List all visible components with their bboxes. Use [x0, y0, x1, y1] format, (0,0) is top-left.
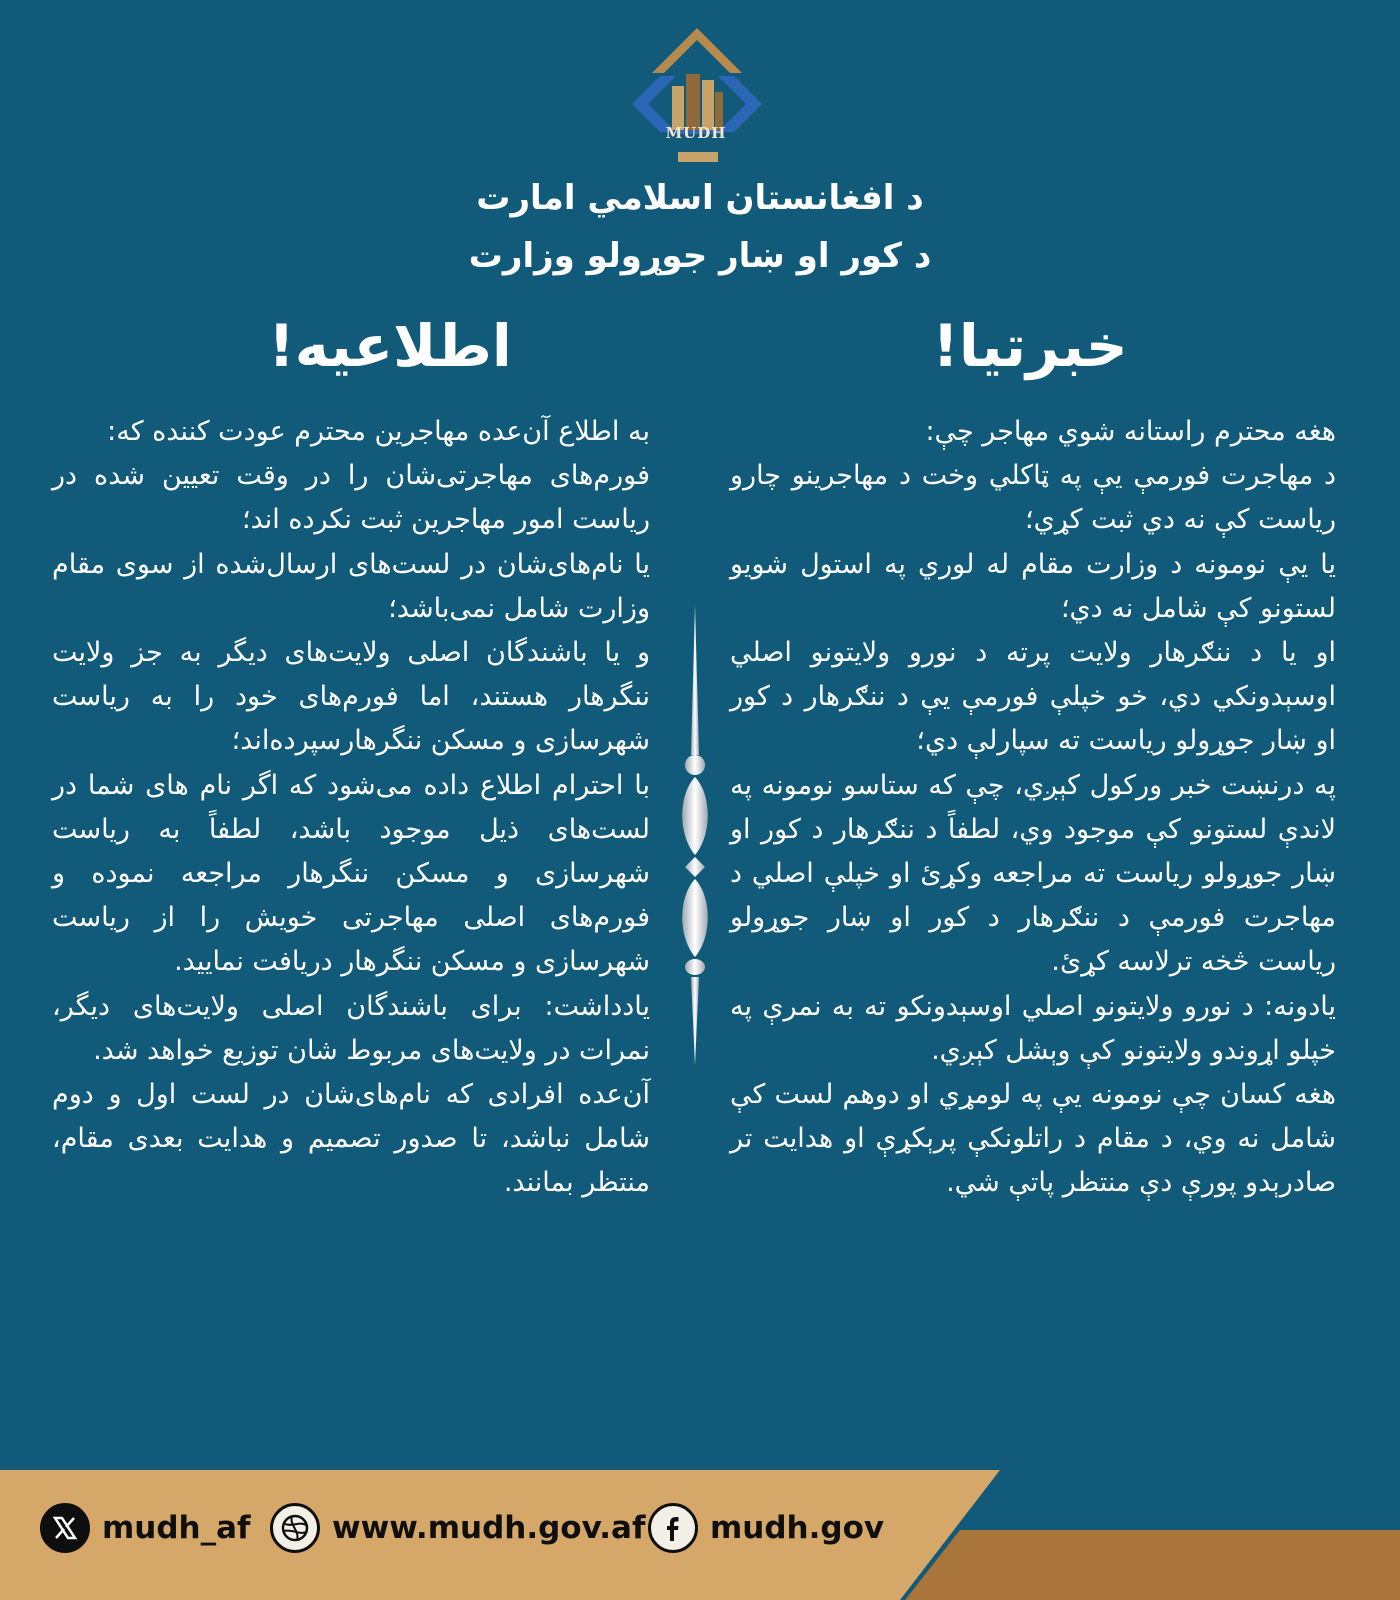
- notice-paragraph: فورم‌هاى مهاجرتى‌شان را در وقت تعيين شده در رياست امور مهاجرين ثبت نکرده اند؛: [52, 460, 650, 536]
- ornamental-divider: [668, 605, 722, 1065]
- header-line-2: د کور او ښار جوړولو وزارت: [468, 236, 932, 276]
- facebook-icon: [648, 1503, 698, 1553]
- notice-paragraph: يادونه: د نورو ولايتونو اصلي اوسېدونکو ته به نمرې په خپلو اړوندو ولايتونو کې وېشل کېږي.: [730, 990, 1336, 1066]
- web-globe-icon: [270, 1503, 320, 1553]
- pashto-title: خبرتیا!: [932, 312, 1128, 380]
- mudh-logo: [626, 26, 768, 168]
- notice-paragraph: يا نام‌هاى‌شان در لست‌هاى ارسال‌شده از سوى مقام وزارت شامل نمى‌باشد؛: [52, 548, 650, 624]
- notice-paragraph: او يا د ننګرهار ولايت پرته د نورو ولايتونو اصلي اوسېدونکي دي، خو خپلې فورمې يې د ننګرهار د کور او ښار جوړولو رياست ته سپارلې دي؛: [730, 637, 1336, 757]
- x-handle: mudh_af: [102, 1510, 251, 1546]
- logo-text: MUDH: [665, 124, 727, 142]
- dari-title: اطلاعیه!: [268, 312, 512, 380]
- x-social-link[interactable]: [40, 1498, 251, 1558]
- notice-paragraph: په درنښت خبر ورکول کېږي، چې که ستاسو نومونه په لاندې لستونو کې موجود وي، لطفاً د ننګرهار د کور او ښار جوړولو رياست ته مراجعه وکړئ او خپلې اصلي د مهاجرت فورمې د ننګرهار د کور او ښار جوړولو رياست څخه ترلاسه کړئ.: [730, 769, 1336, 978]
- notice-paragraph: هغه کسان چې نومونه يې په لومړي او دوهم لست کې شامل نه وي، د مقام د راتلونکې پرېکړې او هدايت تر صادرېدو پورې دې منتظر پاتې شي.: [730, 1079, 1336, 1199]
- notice-paragraph: د مهاجرت فورمې يې په ټاکلي وخت د مهاجرينو چارو رياست کې نه دي ثبت کړي؛: [730, 460, 1336, 536]
- notice-paragraph: يا يې نومونه د وزارت مقام له لوري په استول شويو لستونو کې شامل نه دي؛: [730, 548, 1336, 624]
- notice-paragraph: يادداشت: براى باشندگان اصلى ولايت‌هاى ديگر، نمرات در ولايت‌هاى مربوط شان توزيع خواهد شد.: [52, 990, 650, 1066]
- x-icon: [40, 1503, 90, 1553]
- website-link[interactable]: [270, 1498, 645, 1558]
- notice-paragraph: آن‌عده افرادى که نام‌هاى‌شان در لست اول و دوم شامل نباشد، تا صدور تصميم و هدايت بعدى مقام، منتظر بمانند.: [52, 1079, 650, 1199]
- website-url: www.mudh.gov.af: [332, 1510, 646, 1546]
- facebook-handle: mudh.gov: [710, 1510, 885, 1546]
- notice-paragraph: و يا باشندگان اصلى ولايت‌هاى ديگر به جز ولايت ننگرهار هستند، اما فورم‌هاى خود را به رياست شهرسازى و مسکن ننگرهارسپرده‌اند؛: [52, 637, 650, 757]
- dari-notice-column: [52, 410, 650, 1206]
- facebook-link[interactable]: [648, 1498, 884, 1558]
- notice-paragraph: به اطلاع آن‌عده مهاجرين محترم عودت کننده که:: [107, 416, 650, 447]
- pashto-notice-column: [730, 410, 1336, 1206]
- header-line-1: د افغانستان اسلامي امارت: [476, 178, 924, 218]
- notice-paragraph: با احترام اطلاع داده مى‌شود که اگر نام هاى شما در لست‌هاى ذيل موجود باشد، لطفاً به رياست شهرسازى و مسکن ننگرهار مراجعه نموده و فورم‌هاى اصلى مهاجرتى خويش را از رياست شهرسازى و مسکن ننگرهار دريافت نماييد.: [52, 769, 650, 978]
- notice-paragraph: هغه محترم راستانه شوي مهاجر چې:: [925, 416, 1336, 447]
